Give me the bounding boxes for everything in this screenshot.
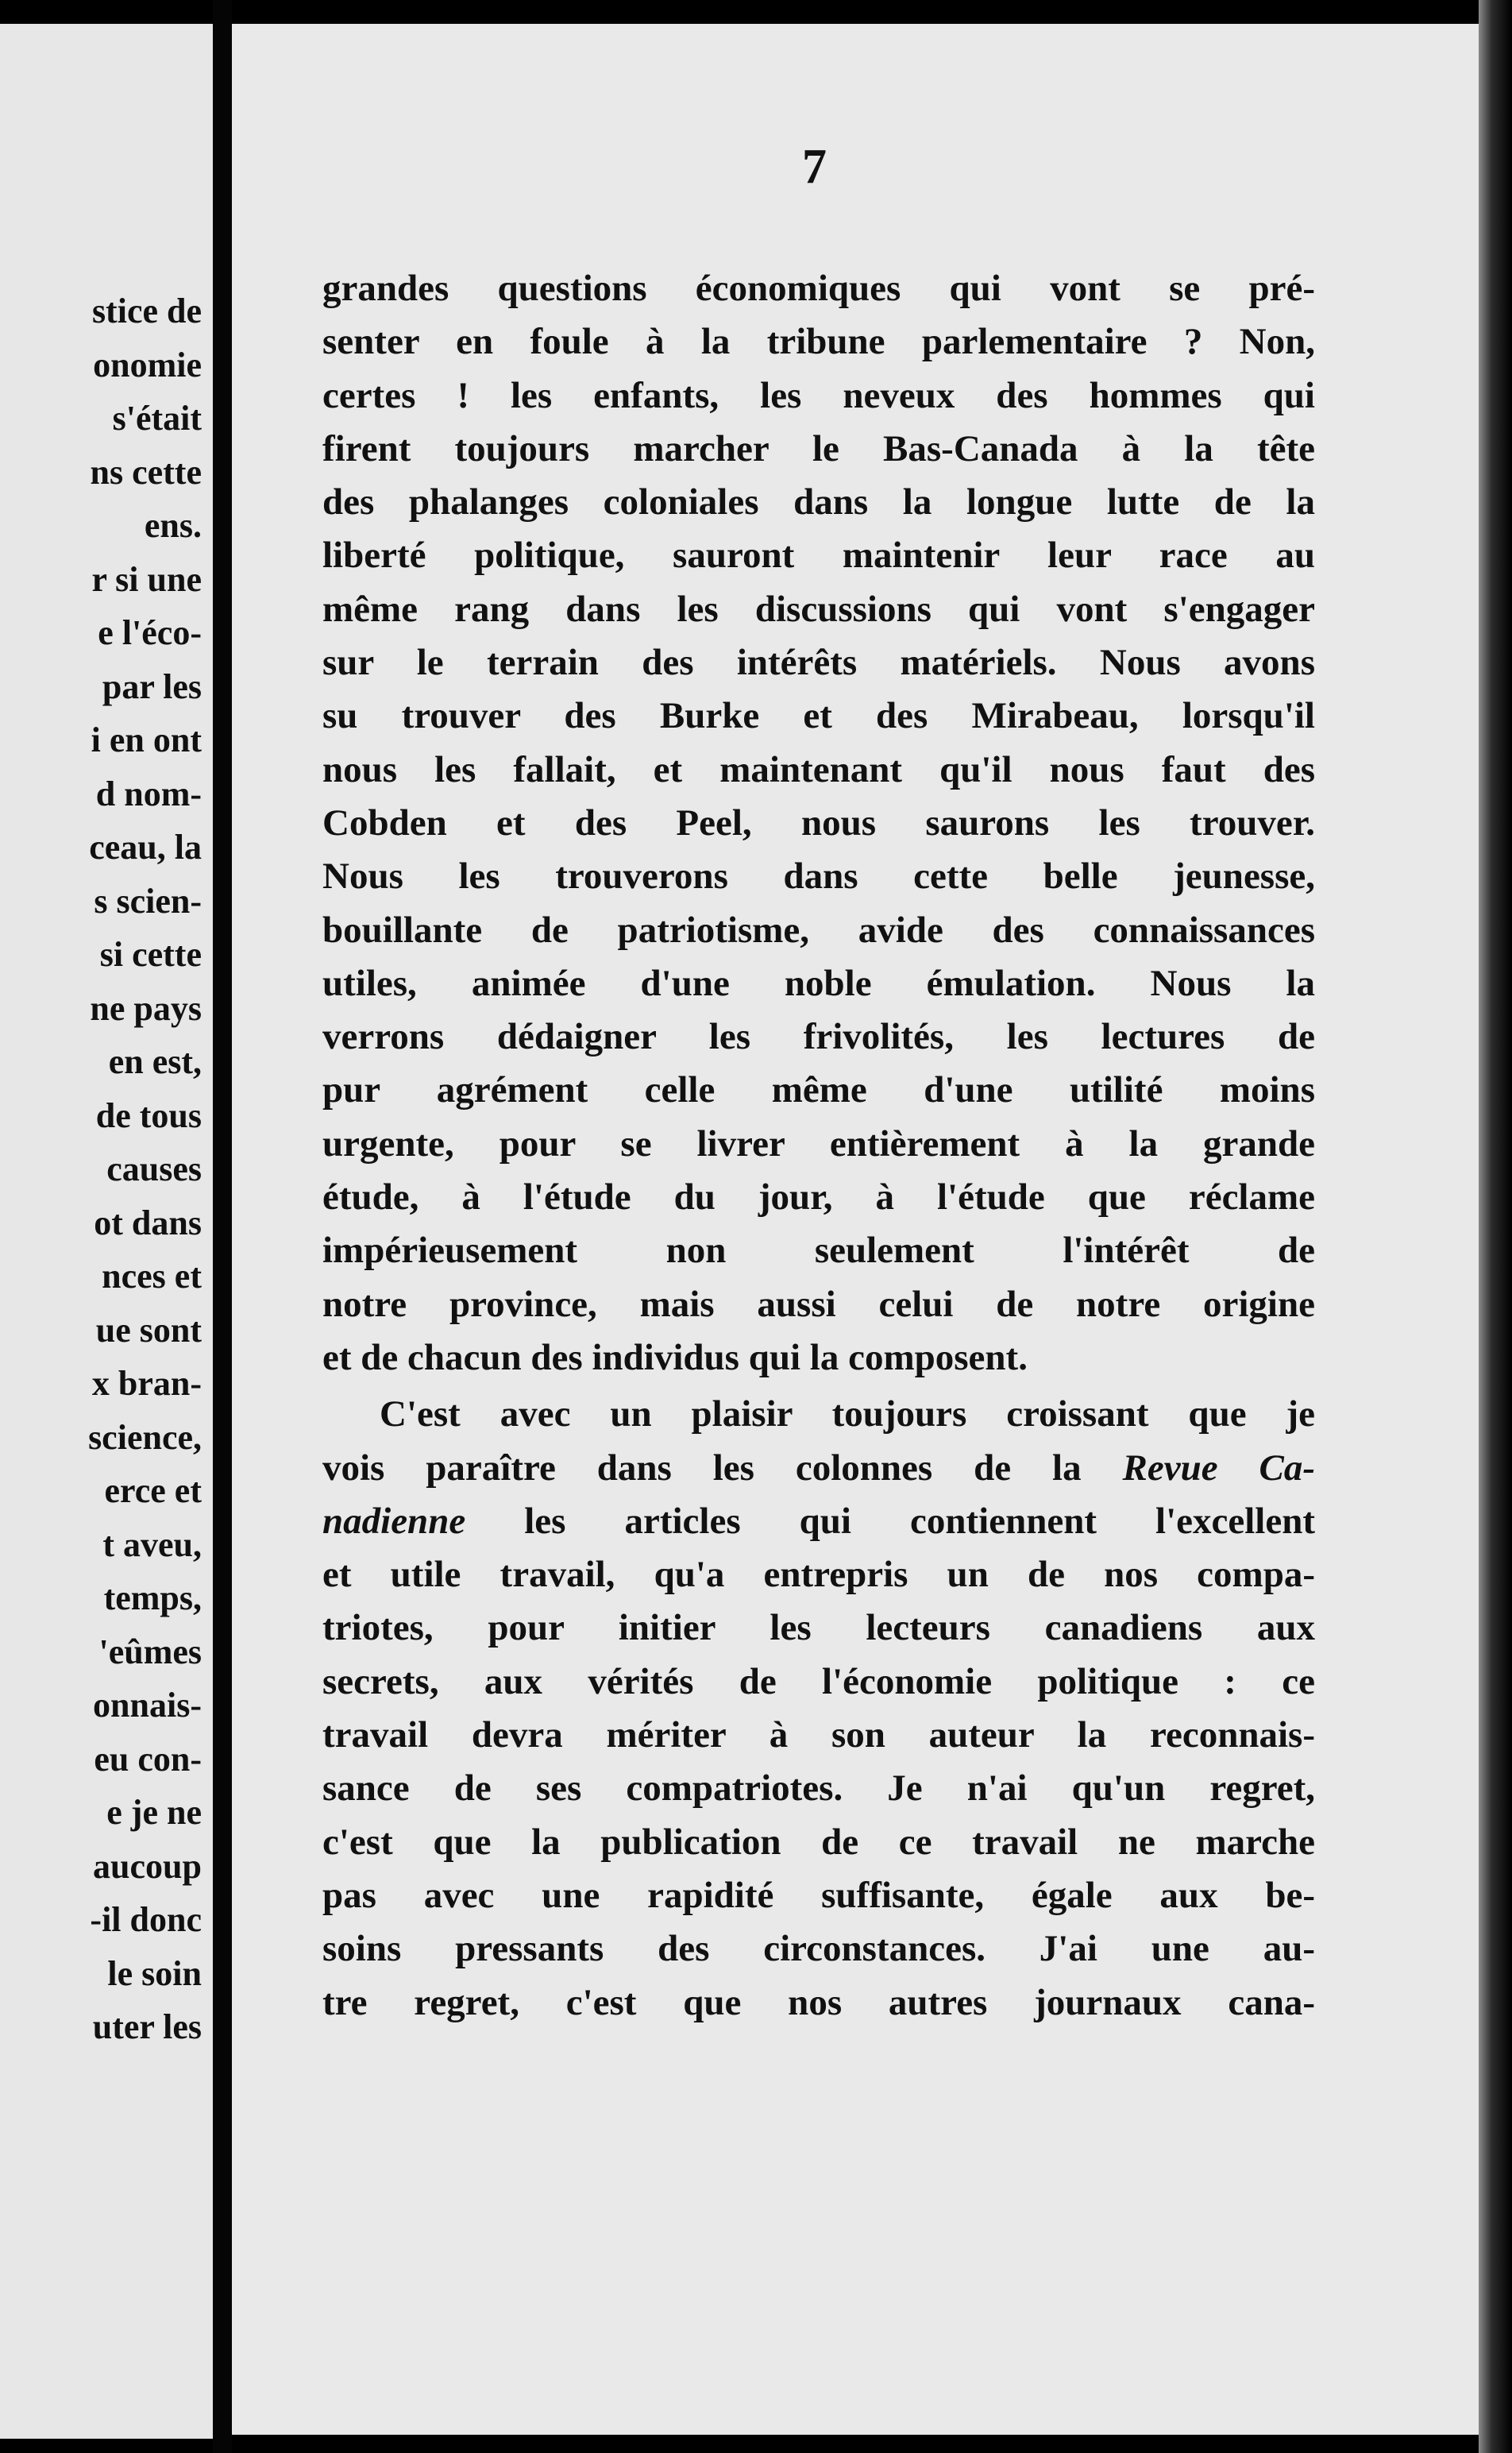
paragraph-line: c'est que la publication de ce travail ne marche xyxy=(322,1821,1315,1863)
left-page-line: causes xyxy=(106,1149,202,1188)
left-page-line: d nom- xyxy=(95,774,202,813)
paragraph-line: utiles, animée d'une noble émulation. Nous la xyxy=(322,962,1315,1004)
book-gutter xyxy=(213,0,232,2453)
paragraph-line: impérieusement non seulement l'intérêt de xyxy=(322,1230,1315,1272)
paragraph-line: sur le terrain des intérêts matériels. Nous avons xyxy=(322,642,1315,684)
left-page-line: eu con- xyxy=(94,1739,202,1779)
paragraph-line: su trouver des Burke et des Mirabeau, lorsqu'il xyxy=(322,695,1315,737)
left-page-line: ens. xyxy=(144,506,202,545)
left-page-line: x bran- xyxy=(91,1364,202,1403)
paragraph-line: pas avec une rapidité suffisante, égale aux be- xyxy=(322,1874,1315,1916)
paragraph-line: notre province, mais aussi celui de notre origine xyxy=(322,1283,1315,1325)
left-page-line: r si une xyxy=(91,559,202,599)
paragraph-line: même rang dans les discussions qui vont s'engager xyxy=(322,588,1315,630)
left-page-line: stice de xyxy=(91,292,202,330)
left-page-line: s scien- xyxy=(94,881,202,921)
left-page-line: temps, xyxy=(103,1578,202,1617)
left-page-line: en est, xyxy=(108,1042,202,1081)
paragraph-line: pur agrément celle même d'une utilité moins xyxy=(322,1069,1315,1111)
paragraph-line: certes ! les enfants, les neveux des hommes qui xyxy=(322,374,1315,416)
left-page-line: nces et xyxy=(102,1257,202,1296)
left-page-line: ne pays xyxy=(90,988,202,1028)
left-page-line: le soin xyxy=(107,1953,202,1993)
body-text xyxy=(322,262,1315,2030)
left-page-line: e l'éco- xyxy=(98,613,202,652)
paragraph-line: sance de ses compatriotes. Je n'ai qu'un regret, xyxy=(322,1767,1315,1810)
left-page-line: science, xyxy=(88,1417,202,1457)
journal-title-part: Revue Ca- xyxy=(1122,1447,1315,1489)
journal-title-part: nadienne xyxy=(322,1500,466,1542)
left-page-line: ns cette xyxy=(90,452,202,492)
paragraph-line: liberté politique, sauront maintenir leur race au xyxy=(322,535,1315,577)
left-page-line: onomie xyxy=(93,345,202,384)
paragraph-line xyxy=(322,1442,1315,1495)
paragraph-2 xyxy=(322,1388,1315,2030)
left-page-fragment xyxy=(0,24,213,2439)
paragraph-line: et de chacun des individus qui la composent. xyxy=(322,1336,1028,1378)
paragraph-line: secrets, aux vérités de l'économie politique : ce xyxy=(322,1660,1315,1702)
paragraph-line: bouillante de patriotisme, avide des connaissances xyxy=(322,909,1315,951)
left-page-line: -il donc xyxy=(90,1900,202,1939)
left-page-line: si cette xyxy=(99,935,202,974)
left-page-line: ceau, la xyxy=(89,828,202,867)
page-number: 7 xyxy=(802,140,827,194)
paragraph-line: travail devra mériter à son auteur la reconnais- xyxy=(322,1714,1315,1756)
left-page-line: par les xyxy=(102,666,202,706)
left-page-line: 'eûmes xyxy=(98,1632,202,1671)
paragraph-1 xyxy=(322,262,1315,1385)
left-page-line: de tous xyxy=(95,1095,202,1135)
left-page-line: erce et xyxy=(104,1471,202,1510)
left-page-line: ue sont xyxy=(95,1310,202,1350)
paragraph-line: tre regret, c'est que nos autres journaux cana- xyxy=(322,1981,1315,2023)
paragraph-line: nous les fallait, et maintenant qu'il nous faut des xyxy=(322,748,1315,790)
paragraph-line: étude, à l'étude du jour, à l'étude que réclame xyxy=(322,1176,1315,1219)
left-page-line: onnais- xyxy=(93,1686,202,1725)
left-page-line: t aveu, xyxy=(102,1524,202,1564)
paragraph-line: soins pressants des circonstances. J'ai une au- xyxy=(322,1928,1315,1970)
paragraph-line: senter en foule à la tribune parlementaire ? Non, xyxy=(322,321,1315,363)
left-page-line: e je ne xyxy=(106,1793,202,1832)
text-run: les articles qui contiennent l'excellent xyxy=(465,1500,1315,1542)
paragraph-line: grandes questions économiques qui vont se pré- xyxy=(322,268,1315,309)
left-page-line: ot dans xyxy=(94,1203,202,1242)
left-page-line: uter les xyxy=(92,2007,202,2046)
paragraph-line: triotes, pour initier les lecteurs canadiens aux xyxy=(322,1607,1315,1649)
paragraph-line: Cobden et des Peel, nous saurons les trouver. xyxy=(322,802,1315,844)
paragraph-2-rest xyxy=(322,1548,1315,2030)
page-edge xyxy=(1479,0,1512,2453)
paragraph-line: des phalanges coloniales dans la longue lutte de la xyxy=(322,481,1315,523)
text-run: vois paraître dans les colonnes de la xyxy=(322,1447,1123,1489)
paragraph-line: verrons dédaigner les frivolités, les lectures de xyxy=(322,1016,1315,1058)
left-page-line: i en ont xyxy=(91,720,202,759)
paragraph-line xyxy=(322,1495,1315,1548)
paragraph-line: firent toujours marcher le Bas-Canada à la tête xyxy=(322,427,1315,469)
left-page-line: s'était xyxy=(112,399,202,438)
paragraph-line: et utile travail, qu'a entrepris un de nos compa- xyxy=(322,1554,1315,1596)
left-page-line: aucoup xyxy=(93,1846,202,1886)
paragraph-line: C'est avec un plaisir toujours croissant que je xyxy=(380,1393,1315,1435)
paragraph-line: Nous les trouverons dans cette belle jeunesse, xyxy=(322,856,1315,898)
paragraph-line: urgente, pour se livrer entièrement à la grande xyxy=(322,1122,1315,1165)
